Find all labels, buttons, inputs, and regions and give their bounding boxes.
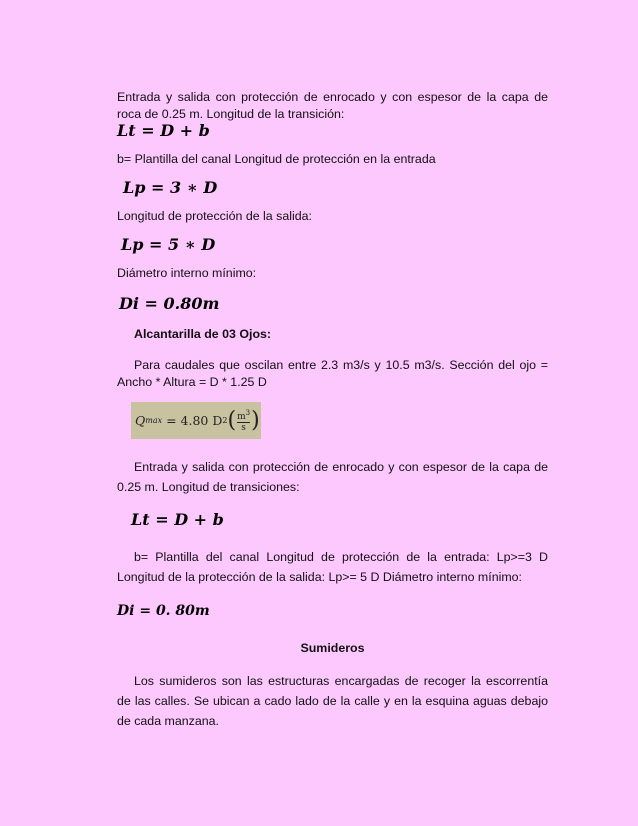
- units-fraction: [237, 408, 250, 433]
- formula-lp-entrada: Lp = 3 ∗ D: [123, 178, 218, 197]
- paragraph-plantilla-2: b= Plantilla del canal Longitud de protección de la entrada: Lp>=3 D Longitud de la protección de la salida: Lp>= 5 D Diámetro interno mínimo:: [117, 550, 548, 584]
- units-numerator-exp: 3: [245, 409, 251, 417]
- heading-sumideros: Sumideros: [300, 641, 365, 655]
- qmax-exponent: 2: [222, 416, 228, 425]
- paragraph-diametro: Diámetro interno mínimo:: [117, 266, 257, 280]
- paragraph-caudales: Para caudales que oscilan entre 2.3 m3/s y 10.5 m3/s. Sección del ojo = Ancho * Altura = D * 1.25 D: [117, 358, 548, 389]
- paragraph-proteccion-salida: Longitud de protección de la salida:: [117, 209, 312, 223]
- qmax-subscript: max: [145, 416, 163, 425]
- qmax-formula-image: Q max = 4.80 D 2 ( $\frac{m^3}{s}$ ): [131, 402, 261, 439]
- formula-di-2: Di = 0. 80m: [117, 603, 210, 619]
- formula-lt-2: Lt = D + b: [131, 510, 224, 529]
- paragraph-sumideros: Los sumideros son las estructuras encargadas de recoger la escorrentía de las calles. Se ubican a cado lado de la calle y en la esquina aguas debajo de cada manzana.: [117, 674, 548, 728]
- paragraph-plantilla: b= Plantilla del canal Longitud de protección en la entrada: [117, 152, 436, 166]
- paragraph-entrada-salida: Entrada y salida con protección de enrocado y con espesor de la capa de roca de 0.25 m. Longitud de la transición:: [117, 90, 548, 121]
- units-denominator: s: [241, 423, 246, 433]
- formula-di: Di = 0.80m: [119, 294, 220, 313]
- formula-lp-salida: Lp = 5 ∗ D: [121, 235, 216, 254]
- qmax-symbol: Q: [135, 413, 146, 428]
- paragraph-transiciones: Entrada y salida con protección de enrocado y con espesor de la capa de 0.25 m. Longitud de transiciones:: [117, 460, 548, 494]
- heading-alcantarilla: Alcantarilla de 03 Ojos:: [134, 327, 272, 341]
- units-numerator: m: [237, 412, 246, 422]
- formula-lt: Lt = D + b: [117, 121, 210, 140]
- qmax-rhs: = 4.80 D: [166, 413, 223, 428]
